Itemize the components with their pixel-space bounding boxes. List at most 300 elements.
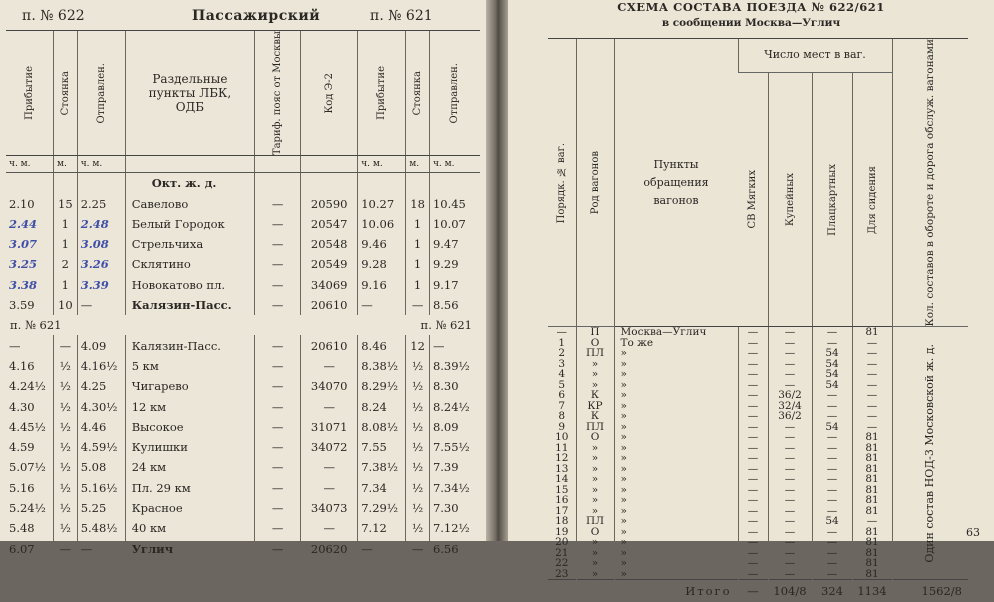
stop-minutes: 10 [53,295,77,315]
sitting-seats: 81 [852,527,892,538]
platz-seats: — [812,495,852,506]
arrival-time-return: 8.46 [358,335,406,355]
car-number: 15 [555,483,569,496]
stop-minutes: — [53,538,77,558]
tariff-zone: — [255,335,301,355]
car-route: То же [614,338,738,349]
platz-seats: — [812,432,852,443]
car-number: 18 [555,515,569,528]
stop-minutes: ½ [53,417,77,437]
sitting-seats: 81 [852,474,892,485]
car-number: 8 [558,410,566,423]
departure-time-return: 10.45 [429,193,480,213]
departure-time-return: 7.55½ [429,437,480,457]
stop-minutes-return: ½ [406,457,430,477]
departure-time: 2.48 [77,214,125,234]
departure-time: 5.16½ [77,478,125,498]
station-name: 12 км [125,396,254,416]
arrival-time: 6.07 [9,541,35,556]
arrival-time: 4.45½ [9,419,46,434]
car-type: » [576,453,614,464]
sitting-seats: 81 [852,464,892,475]
arrival-time: 3.59 [9,298,35,313]
car-route: » [614,537,738,548]
car-route: » [614,485,738,496]
sv-seats: — [738,348,768,359]
station-name: Чигарево [125,376,254,396]
arrival-time: 4.30 [9,399,35,414]
arrival-time-return: 10.27 [358,193,406,213]
departure-time-return: 8.30 [429,376,480,396]
car-number: 19 [555,525,569,538]
coupe-seats: — [768,432,812,443]
timetable-row [6,478,480,498]
timetable-top-line [8,4,482,30]
sitting-seats: 81 [852,443,892,454]
header-stop: Стоянка [59,70,71,116]
sv-seats: — [738,569,768,580]
coupe-seats: 36/2 [768,390,812,401]
departure-time: 3.39 [77,275,125,295]
tariff-zone: — [255,417,301,437]
car-type: » [576,506,614,517]
timetable-row [6,417,480,437]
coupe-seats: — [768,338,812,349]
sitting-seats: 81 [852,485,892,496]
car-type: » [576,380,614,391]
car-route: » [614,443,738,454]
departure-time: 4.25 [77,376,125,396]
sitting-seats: 81 [852,495,892,506]
departure-time: 4.30½ [77,396,125,416]
stop-minutes-return: ½ [406,396,430,416]
station-name: Новокатово пл. [125,275,254,295]
timetable-row [6,356,480,376]
car-number: 9 [558,420,566,433]
arrival-time: 4.24½ [9,379,46,394]
arrival-time-return: — [358,295,406,315]
stop-minutes: ½ [53,457,77,477]
car-route: » [614,495,738,506]
station-code: 20620 [301,538,358,558]
coupe-seats: — [768,474,812,485]
station-name: Высокое [125,417,254,437]
stop-minutes-return: 18 [406,193,430,213]
arrival-time: 2.10 [9,196,35,211]
stop-minutes: 1 [53,214,77,234]
departure-time: 5.25 [77,498,125,518]
coupe-seats: — [768,453,812,464]
car-number: 23 [555,567,569,580]
sitting-seats: — [852,401,892,412]
platz-seats: 54 [812,348,852,359]
coupe-seats: 36/2 [768,411,812,422]
tariff-zone: — [255,275,301,295]
sv-seats: — [738,390,768,401]
sitting-seats: 81 [852,558,892,569]
header-code: Код Э-2 [323,72,335,114]
arrival-time-return: 7.38½ [358,457,406,477]
sitting-seats: — [852,411,892,422]
platz-seats: — [812,443,852,454]
timetable-row [6,498,480,518]
tariff-zone: — [255,457,301,477]
departure-time: — [77,295,125,315]
sv-seats: — [738,474,768,485]
tariff-zone: — [255,254,301,274]
car-number: 17 [555,504,569,517]
header-car-type: Род вагонов [589,151,601,215]
sv-seats: — [738,369,768,380]
departure-time-return: 8.39½ [429,356,480,376]
sitting-seats: — [852,516,892,527]
coupe-seats: — [768,527,812,538]
stop-minutes-return: 1 [406,275,430,295]
car-route: » [614,348,738,359]
stop-minutes: 15 [53,193,77,213]
coupe-seats: — [768,369,812,380]
platz-seats: — [812,338,852,349]
car-route: » [614,474,738,485]
stop-minutes-return: ½ [406,518,430,538]
book-gutter [486,0,508,541]
consist-note: Один состав НОД-3 Московской ж. д. [922,344,936,563]
platz-seats: — [812,401,852,412]
arrival-time-return: 9.46 [358,234,406,254]
tariff-zone: — [255,396,301,416]
platz-seats: — [812,453,852,464]
tariff-zone: — [255,214,301,234]
car-number: 5 [558,378,566,391]
sv-seats: — [738,453,768,464]
car-route: » [614,558,738,569]
tariff-zone: — [255,498,301,518]
platz-seats: — [812,558,852,569]
tariff-zone: — [255,518,301,538]
sv-seats: — [738,485,768,496]
departure-time: 4.09 [77,335,125,355]
arrival-time-return: 9.28 [358,254,406,274]
header-points: Пункты обращения вагонов [614,39,738,327]
header-coupe: Купейных [784,173,796,227]
coupe-seats: — [768,485,812,496]
platz-seats: 54 [812,359,852,370]
car-type: » [576,369,614,380]
departure-time: — [77,538,125,558]
departure-time-return: 8.09 [429,417,480,437]
station-name: Белый Городок [125,214,254,234]
stop-minutes-return: ½ [406,417,430,437]
stop-minutes-return: 1 [406,254,430,274]
composition-title: СХЕМА СОСТАВА ПОЕЗДА № 622/621 [617,0,885,14]
station-name: 40 км [125,518,254,538]
departure-time: 4.46 [77,417,125,437]
coupe-seats: — [768,548,812,559]
sv-seats: — [738,548,768,559]
car-number: 16 [555,494,569,507]
departure-time-return: 7.39 [429,457,480,477]
arrival-time: — [9,338,21,353]
departure-time-return: 9.17 [429,275,480,295]
car-route: » [614,390,738,401]
composition-subtitle: в сообщении Москва—Углич [661,17,841,29]
timetable-row [6,518,480,538]
car-type: О [576,338,614,349]
timetable-row [6,538,480,558]
tariff-zone: — [255,234,301,254]
car-number: 2 [558,347,566,360]
sv-seats: — [738,464,768,475]
car-route: » [614,380,738,391]
stop-minutes: 1 [53,234,77,254]
header-platz: Плацкартных [826,163,838,236]
platz-seats: — [812,464,852,475]
timetable-row [6,275,480,295]
car-type: » [576,495,614,506]
timetable-row [6,437,480,457]
platz-seats: 54 [812,516,852,527]
station-name: Калязин-Пасс. [125,335,254,355]
section-b-train-left: п. № 621 [10,318,62,333]
stop-minutes: 1 [53,275,77,295]
car-route: Москва—Углич [614,327,738,338]
car-type: П [576,327,614,338]
departure-time: 4.16½ [77,356,125,376]
departure-time-return: 9.29 [429,254,480,274]
stop-minutes-return: ½ [406,478,430,498]
car-number: 21 [555,546,569,559]
departure-time-return: 10.07 [429,214,480,234]
stop-minutes-return: 12 [406,335,430,355]
sv-seats: — [738,338,768,349]
tariff-zone: — [255,295,301,315]
car-type: О [576,527,614,538]
sv-seats: — [738,359,768,370]
station-code: 20549 [301,254,358,274]
departure-time-return: 8.24½ [429,396,480,416]
station-code: — [301,356,358,376]
train-category: Пассажирский [192,8,321,24]
car-route: » [614,359,738,370]
platz-seats: — [812,327,852,338]
car-route: » [614,422,738,433]
station-code: 34073 [301,498,358,518]
header-stations: Раздельные пункты ЛБК, ОДБ [125,31,254,156]
header-consist: Кол. составов в обороте и дорога обслуж. вагонами [923,39,936,327]
sitting-seats: 81 [852,506,892,517]
sv-seats: — [738,558,768,569]
platz-seats: — [812,569,852,580]
sv-seats: — [738,537,768,548]
station-code: 34070 [301,376,358,396]
arrival-time-return: 8.08½ [358,417,406,437]
right-page [508,0,994,599]
timetable-row [6,254,480,274]
arrival-time-return: 8.38½ [358,356,406,376]
station-code: — [301,457,358,477]
platz-seats: — [812,506,852,517]
sv-seats: — [738,516,768,527]
departure-time: 3.08 [77,234,125,254]
coupe-seats: — [768,516,812,527]
car-route: » [614,516,738,527]
unit-departure: ч. м. [77,156,125,173]
station-code: 20590 [301,193,358,213]
sitting-seats: — [852,422,892,433]
total-platz: 324 [812,580,852,602]
car-route: » [614,527,738,538]
arrival-time-return: 7.55 [358,437,406,457]
car-type: » [576,548,614,559]
car-type: » [576,537,614,548]
coupe-seats: — [768,537,812,548]
stop-minutes: 2 [53,254,77,274]
departure-time-return: 7.12½ [429,518,480,538]
sv-seats: — [738,327,768,338]
car-type: » [576,485,614,496]
car-number: 1 [558,336,566,349]
arrival-time: 3.07 [9,237,38,252]
coupe-seats: — [768,380,812,391]
station-name: Калязин-Пасс. [125,295,254,315]
car-route: » [614,432,738,443]
timetable-row [6,376,480,396]
sv-seats: — [738,506,768,517]
arrival-time: 3.25 [9,257,38,272]
timetable-row [6,396,480,416]
departure-time-return: 9.47 [429,234,480,254]
car-type: » [576,569,614,580]
timetable-row [6,193,480,213]
timetable-row [6,335,480,355]
coupe-seats: — [768,422,812,433]
timetable-row [6,457,480,477]
total-all: 1562/8 [892,580,968,602]
stop-minutes-return: ½ [406,498,430,518]
sv-seats: — [738,422,768,433]
car-number: — [556,326,567,339]
station-code: 20548 [301,234,358,254]
header-arrival: Прибытие [23,66,35,120]
station-name: 24 км [125,457,254,477]
header-arrival-return: Прибытие [376,66,388,120]
sitting-seats: 81 [852,453,892,464]
station-code: 20610 [301,335,358,355]
car-route: » [614,464,738,475]
station-name: Углич [125,538,254,558]
car-number: 10 [555,431,569,444]
arrival-time-return: 9.16 [358,275,406,295]
unit-departure-return: ч. м. [429,156,480,173]
car-row [548,327,968,338]
stop-minutes-return: — [406,295,430,315]
sv-seats: — [738,527,768,538]
stop-minutes: ½ [53,498,77,518]
car-number: 22 [555,557,569,570]
arrival-time-return: 10.06 [358,214,406,234]
platz-seats: — [812,485,852,496]
tariff-zone: — [255,193,301,213]
header-seats-group: Число мест в ваг. [738,39,892,73]
sitting-seats: — [852,359,892,370]
departure-time-return: — [429,335,480,355]
composition-table [548,38,968,602]
unit-stop-return: м. [406,156,430,173]
header-tariff: Тариф. пояс от Москвы [272,31,284,156]
station-name: Красное [125,498,254,518]
timetable-row [6,234,480,254]
station-name: Кулишки [125,437,254,457]
coupe-seats: — [768,558,812,569]
departure-time-return: 7.30 [429,498,480,518]
arrival-time: 4.59 [9,440,35,455]
stop-minutes-return: 1 [406,234,430,254]
departure-time: 5.08 [77,457,125,477]
platz-seats: — [812,390,852,401]
sv-seats: — [738,401,768,412]
stop-minutes: ½ [53,518,77,538]
arrival-time-return: 7.12 [358,518,406,538]
car-route: » [614,411,738,422]
sitting-seats: 81 [852,548,892,559]
arrival-time: 5.07½ [9,460,46,475]
arrival-time: 3.38 [9,277,38,292]
arrival-time-return: 7.34 [358,478,406,498]
tariff-zone: — [255,376,301,396]
platz-seats: — [812,548,852,559]
tariff-zone: — [255,538,301,558]
station-name: Савелово [125,193,254,213]
coupe-seats: — [768,348,812,359]
car-number: 13 [555,462,569,475]
sv-seats: — [738,411,768,422]
train-number-right: п. № 621 [370,8,433,24]
stop-minutes-return: 1 [406,214,430,234]
total-label: Итого [614,580,738,602]
section-label: Окт. ж. д. [125,173,254,194]
sitting-seats: — [852,338,892,349]
departure-time: 3.26 [77,254,125,274]
car-number: 3 [558,357,566,370]
departure-time: 2.25 [77,193,125,213]
car-type: О [576,432,614,443]
tariff-zone: — [255,356,301,376]
station-code: 20610 [301,295,358,315]
platz-seats: 54 [812,422,852,433]
stop-minutes-return: ½ [406,437,430,457]
stop-minutes-return: ½ [406,356,430,376]
car-number: 12 [555,452,569,465]
station-code: 34072 [301,437,358,457]
header-sv: СВ Мягких [747,170,759,229]
coupe-seats: — [768,495,812,506]
header-car-number: Порядк. № ваг. [556,142,568,223]
tariff-zone: — [255,437,301,457]
car-type: » [576,558,614,569]
station-name: 5 км [125,356,254,376]
stop-minutes: ½ [53,376,77,396]
timetable-section-a [6,193,480,315]
car-type: ПЛ [576,516,614,527]
car-number: 7 [558,399,566,412]
arrival-time: 5.48 [9,521,35,536]
tariff-zone: — [255,478,301,498]
car-number: 14 [555,473,569,486]
platz-seats: — [812,537,852,548]
sitting-seats: — [852,369,892,380]
stop-minutes: ½ [53,478,77,498]
coupe-seats: — [768,443,812,454]
